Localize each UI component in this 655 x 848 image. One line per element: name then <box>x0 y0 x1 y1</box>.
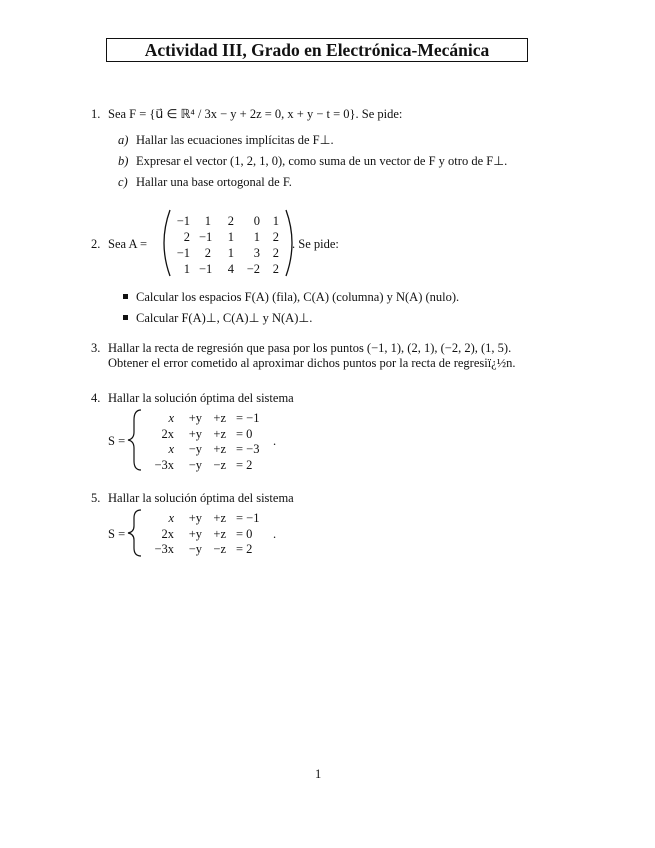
problem-1-item-c-text: Hallar una base ortogonal de F. <box>136 175 292 189</box>
problem-2-bullet-1: Calcular los espacios F(A) (fila), C(A) (columna) y N(A) (nulo). <box>136 290 460 304</box>
problem-5-lhs: S = <box>108 527 126 541</box>
system-5-cell: −z <box>213 542 226 556</box>
matrix-cell: 2 <box>227 214 234 228</box>
matrix-cell: 1 <box>183 262 190 276</box>
problem-1-item-b-text: Expresar el vector (1, 2, 1, 0), como suma de un vector de F y otro de F⊥. <box>136 154 508 168</box>
matrix-cell: 0 <box>253 214 260 228</box>
matrix-cell: −2 <box>246 262 260 276</box>
matrix-cell: −1 <box>176 214 190 228</box>
problem-2-prefix: Sea A = <box>108 237 147 251</box>
system-4-cell: = −1 <box>236 411 260 425</box>
system-4-cell: +z <box>213 411 226 425</box>
matrix-cell: 2 <box>272 262 279 276</box>
system-4-cell: +y <box>188 427 202 441</box>
problem-2-number: 2. <box>91 237 101 251</box>
problem-3-number: 3. <box>91 341 101 355</box>
matrix-cell: 2 <box>272 246 279 260</box>
problem-1-item-a-text: Hallar las ecuaciones implícitas de F⊥. <box>136 133 334 147</box>
matrix-cell: 2 <box>272 230 279 244</box>
problem-2-bullet-2: Calcular F(A)⊥, C(A)⊥ y N(A)⊥. <box>136 311 313 325</box>
matrix-cell: 1 <box>204 214 211 228</box>
problem-4-lhs: S = <box>108 434 126 448</box>
problem-2-suffix: . Se pide: <box>292 237 339 251</box>
matrix-cell: 2 <box>183 230 190 244</box>
problem-1-statement: Sea F = {u⃗ ∈ ℝ⁴ / 3x − y + 2z = 0, x + y − t = 0}. Se pide: <box>108 107 403 121</box>
bullet-icon <box>123 315 128 320</box>
matrix-cell: 1 <box>253 230 260 244</box>
matrix-cell: 1 <box>272 214 279 228</box>
system-4-cell: x <box>168 442 174 456</box>
system-4-cell: 2x <box>161 427 174 441</box>
system-5-cell: = 0 <box>236 527 253 541</box>
system-4-cell: = −3 <box>236 442 260 456</box>
matrix-cell: −1 <box>199 262 213 276</box>
problem-1-number: 1. <box>91 107 101 121</box>
system-4-cell: −y <box>188 442 202 456</box>
bullet-icon <box>123 294 128 299</box>
system-5-cell: = 2 <box>236 542 253 556</box>
system-4-cell: +z <box>213 442 226 456</box>
page-number: 1 <box>315 767 322 781</box>
system-5-cell: +y <box>188 511 202 525</box>
system-5-cell: x <box>168 511 174 525</box>
system-4-cell: +z <box>213 427 226 441</box>
problem-4-period: . <box>273 434 277 448</box>
system-4-cell: x <box>168 411 174 425</box>
system-4-cell: = 2 <box>236 458 253 472</box>
problem-1-item-c-label: c) <box>118 175 128 189</box>
problem-4-number: 4. <box>91 391 101 405</box>
system-5-cell: −3x <box>154 542 174 556</box>
system-4-cell: = 0 <box>236 427 253 441</box>
problem-1-item-b-label: b) <box>118 154 129 168</box>
problem-3-line-2: Obtener el error cometido al aproximar dichos puntos por la recta de regresiï¿½n. <box>108 356 516 370</box>
system-5-cell: 2x <box>161 527 174 541</box>
system-5-cell: −y <box>188 542 202 556</box>
system-5-cell: = −1 <box>236 511 260 525</box>
matrix-cell: 1 <box>227 246 234 260</box>
problem-5-statement: Hallar la solución óptima del sistema <box>108 491 294 505</box>
matrix-cell: 3 <box>253 246 260 260</box>
system-4-cell: −z <box>213 458 226 472</box>
problem-5-period: . <box>273 527 277 541</box>
problem-5-number: 5. <box>91 491 101 505</box>
problem-3-line-1: Hallar la recta de regresión que pasa por los puntos (−1, 1), (2, 1), (−2, 2), (1, 5). <box>108 341 512 355</box>
system-5-cell: +y <box>188 527 202 541</box>
problem-1-item-a-label: a) <box>118 133 129 147</box>
matrix-cell: −1 <box>176 246 190 260</box>
system-5-cell: +z <box>213 527 226 541</box>
matrix-cell: 1 <box>227 230 234 244</box>
system-4-cell: +y <box>188 411 202 425</box>
system-4-cell: −y <box>188 458 202 472</box>
matrix-cell: −1 <box>199 230 213 244</box>
system-4-cell: −3x <box>154 458 174 472</box>
matrix-cell: 4 <box>227 262 234 276</box>
page-title: Actividad III, Grado en Electrónica-Mecánica <box>106 38 528 62</box>
problem-4-statement: Hallar la solución óptima del sistema <box>108 391 294 405</box>
matrix-cell: 2 <box>204 246 211 260</box>
system-5-cell: +z <box>213 511 226 525</box>
